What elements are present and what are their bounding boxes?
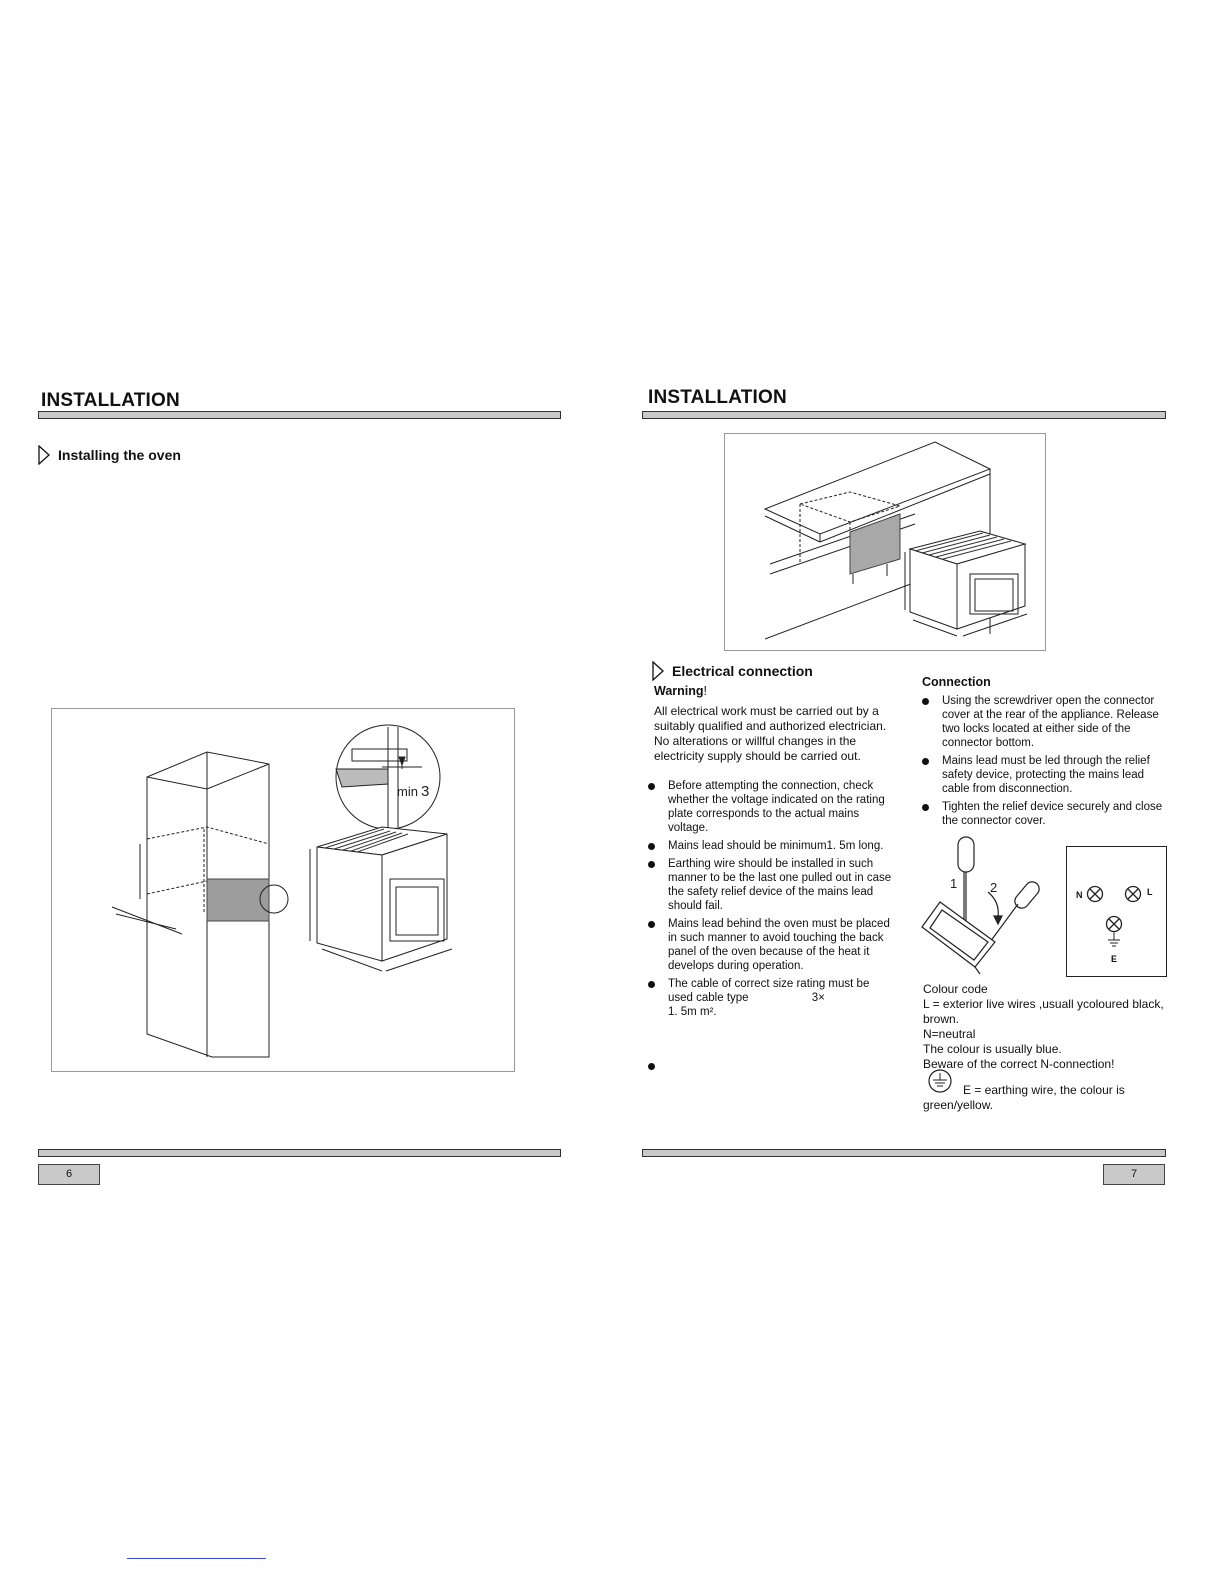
colour-neutral-note: The colour is usually blue. xyxy=(923,1042,1062,1056)
live-terminal-icon xyxy=(1124,885,1142,903)
footer-rule-right xyxy=(642,1149,1166,1157)
bullet-dot-icon xyxy=(648,981,655,988)
list-item: Before attempting the connection, check whether the voltage indicated on the rating plate corresponds to the actual mains voltage. xyxy=(648,779,893,835)
footer-rule-left xyxy=(38,1149,561,1157)
list-item: Earthing wire should be installed in such manner to be the last one pulled out in case the safety relief device of the mains lead should fail. xyxy=(648,857,893,913)
colour-live: L = exterior live wires ,usuall ycoloured black, brown. xyxy=(923,997,1164,1026)
neutral-label: N xyxy=(1076,890,1083,900)
colour-earth: E = earthing wire, the colour is green/yellow. xyxy=(923,1083,1125,1112)
section-title: Electrical connection xyxy=(672,663,813,679)
list-item: Mains lead behind the oven must be placed in such manner to avoid touching the back panel of the oven because of the heat it develops during operation. xyxy=(648,917,893,973)
colour-neutral: N=neutral xyxy=(923,1027,976,1041)
list-item-cable: The cable of correct size rating must be used cable type 3× 1. 5m m². xyxy=(648,977,893,1019)
cable-spec: 3× xyxy=(811,992,825,1004)
warning-text: All electrical work must be carried out by a suitably qualified and authorized electrician. No alterations or willful changes in the electricity supply should be carried out. xyxy=(654,704,887,763)
bullet-dot-icon xyxy=(922,698,929,705)
earth-terminal-icon xyxy=(1105,915,1123,951)
bullet-dot-icon xyxy=(922,804,929,811)
colour-code-block xyxy=(923,982,1173,1072)
page-number-right: 7 xyxy=(1103,1164,1165,1185)
cabinet-installation-drawing xyxy=(52,709,514,1071)
list-item: Mains lead should be minimum1. 5m long. xyxy=(648,839,893,853)
cable-size: 1. 5m m². xyxy=(668,1006,717,1018)
screwdriver-icon xyxy=(920,832,1050,977)
min-value: 3 xyxy=(421,783,430,800)
figure-tall-cabinet xyxy=(51,708,515,1072)
page-title-right: INSTALLATION xyxy=(648,387,787,408)
page-number-left: 6 xyxy=(38,1164,100,1185)
warning-label: Warning xyxy=(654,684,704,698)
colour-beware: Beware of the correct N-connection! xyxy=(923,1057,1115,1071)
warning-heading xyxy=(654,684,707,698)
bullet-dot-icon xyxy=(922,758,929,765)
header-rule-left xyxy=(38,411,561,419)
neutral-terminal-icon xyxy=(1086,885,1104,903)
step-2-label: 2 xyxy=(990,880,998,895)
terminal-diagram xyxy=(1066,846,1167,977)
triangle-bullet-icon xyxy=(652,661,664,681)
screwdriver-figure xyxy=(920,832,1050,977)
list-item: Using the screwdriver open the connector cover at the rear of the appliance. Release two locks located at either side of the connector bottom. xyxy=(922,694,1170,750)
section-title: Installing the oven xyxy=(58,447,181,463)
colour-title: Colour code xyxy=(923,982,988,996)
header-rule-right xyxy=(642,411,1166,419)
electrical-bullet-list xyxy=(648,779,893,1023)
empty-bullet-icon xyxy=(648,1063,655,1070)
connection-title: Connection xyxy=(922,675,991,689)
step-1-label: 1 xyxy=(950,876,958,891)
bullet-dot-icon xyxy=(648,783,655,790)
list-item: Mains lead must be led through the relief safety device, protecting the mains lead cable from disconnection. xyxy=(922,754,1170,796)
earth-label: E xyxy=(1111,954,1118,964)
min-label: min xyxy=(397,784,418,799)
bullet-dot-icon xyxy=(648,861,655,868)
bullet-dot-icon xyxy=(648,843,655,850)
list-item: Tighten the relief device securely and close the connector cover. xyxy=(922,800,1170,828)
triangle-bullet-icon xyxy=(38,445,50,465)
footer-link-underline xyxy=(127,1558,266,1559)
section-electrical-connection xyxy=(652,661,813,681)
page-title-left: INSTALLATION xyxy=(41,390,180,411)
bullet-dot-icon xyxy=(648,921,655,928)
connection-bullet-list xyxy=(922,694,1170,832)
kitchen-unit-drawing xyxy=(725,434,1045,650)
live-label: L xyxy=(1147,887,1153,897)
section-installing-oven xyxy=(38,445,181,465)
warning-mark: ! xyxy=(703,684,708,698)
figure-kitchen-unit xyxy=(724,433,1046,651)
